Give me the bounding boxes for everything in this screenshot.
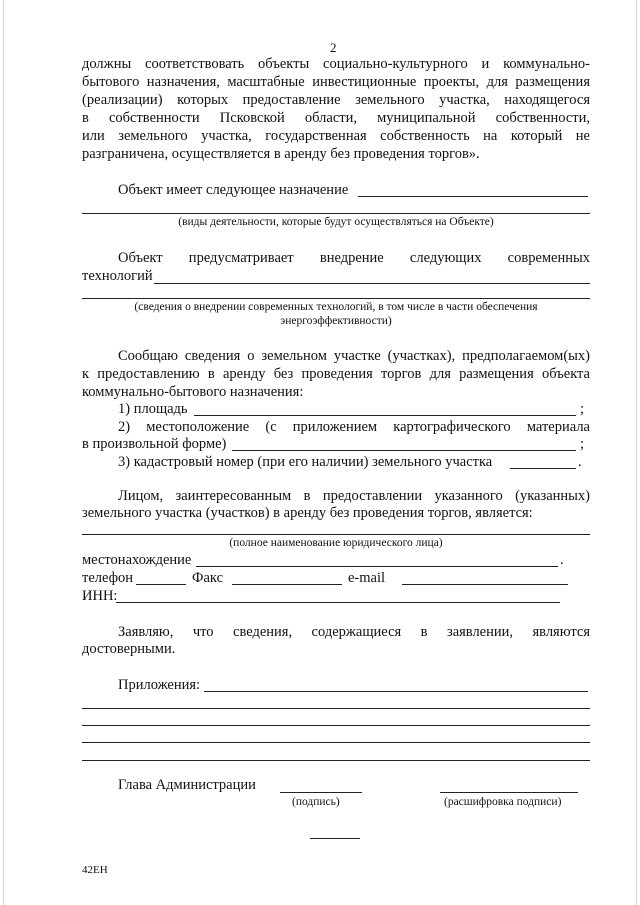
person-name-caption: (полное наименование юридического лица) xyxy=(229,537,443,549)
para1-line-3: (реализации) которых предоставление земельного участка, находящегося xyxy=(82,92,590,108)
declaration-line-2: достоверными. xyxy=(82,641,176,657)
land-line-1: Сообщаю сведения о земельном участке (участках), предполагаемом(ых) xyxy=(118,348,590,364)
tech-line-2: технологий xyxy=(82,268,153,284)
land-cadastral-field[interactable] xyxy=(510,468,576,469)
inn-field[interactable] xyxy=(116,602,560,603)
para1-line-2: бытового назначения, масштабные инвестиционные проекты, для размещения xyxy=(82,74,590,90)
attachments-field-1[interactable] xyxy=(204,691,588,692)
email-field[interactable] xyxy=(402,584,568,585)
attachments-field-2[interactable] xyxy=(82,708,590,709)
declaration-line-1: Заявляю, что сведения, содержащиеся в заявлении, являются xyxy=(118,624,590,640)
signature-decode-field[interactable] xyxy=(440,792,578,793)
attachments-field-5[interactable] xyxy=(82,760,590,761)
purpose-field[interactable] xyxy=(358,196,588,197)
purpose-caption: (виды деятельности, которые будут осуществляться на Объекте) xyxy=(178,216,494,228)
purpose-field-2[interactable] xyxy=(82,213,590,214)
land-cadastral-label: 3) кадастровый номер (при его наличии) земельного участка xyxy=(118,454,493,470)
para1-line-1: должны соответствовать объекты социально-культурного и коммунально- xyxy=(82,56,590,72)
person-line-2: земельного участка (участков) в аренду без проведения торгов, является: xyxy=(82,505,533,521)
tech-field-2[interactable] xyxy=(82,298,590,299)
attachments-field-4[interactable] xyxy=(82,742,590,743)
land-line-3: коммунально-бытового назначения: xyxy=(82,384,304,400)
page-number: 2 xyxy=(330,40,337,55)
tech-line-1: Объект предусматривает внедрение следующих современных xyxy=(118,250,590,266)
para1-line-6: разграничена, осуществляется в аренду без проведения торгов». xyxy=(82,146,480,162)
land-location-field[interactable] xyxy=(232,450,576,451)
land-location-line-2: в произвольной форме) xyxy=(82,436,227,452)
land-line-2: к предоставлению в аренду без проведения торгов для размещения объекта xyxy=(82,366,590,382)
person-line-1: Лицом, заинтересованным в предоставлении указанного (указанных) xyxy=(118,488,590,504)
person-name-field[interactable] xyxy=(82,534,590,535)
tech-caption-2: энергоэффективности) xyxy=(280,315,392,327)
scan-edge-right xyxy=(636,0,637,905)
land-cadastral-end: . xyxy=(578,454,582,470)
para1-line-4: в собственности Псковской области, муниципальной собственности, xyxy=(82,110,590,126)
inn-label: ИНН: xyxy=(82,588,118,604)
bottom-separator xyxy=(310,838,360,839)
location-field[interactable] xyxy=(196,566,558,567)
signature-title: Глава Администрации xyxy=(118,777,256,793)
attachments-field-3[interactable] xyxy=(82,725,590,726)
fax-label: Факс xyxy=(192,570,224,586)
signature-decode-caption: (расшифровка подписи) xyxy=(444,796,562,808)
footer-code: 42ЕН xyxy=(82,864,108,876)
signature-caption: (подпись) xyxy=(292,796,340,808)
fax-field[interactable] xyxy=(232,584,342,585)
tech-caption-1: (сведения о внедрении современных технологий, в том числе в части обеспечения xyxy=(134,301,538,313)
purpose-label: Объект имеет следующее назначение xyxy=(118,182,349,198)
land-location-line-1: 2) местоположение (с приложением картографического материала xyxy=(118,419,590,435)
location-end: . xyxy=(560,552,564,568)
attachments-label: Приложения: xyxy=(118,677,201,693)
tech-field[interactable] xyxy=(154,283,590,284)
para1-line-5: или земельного участка, государственная собственность на который не xyxy=(82,128,590,144)
phone-field[interactable] xyxy=(136,584,186,585)
email-label: e-mail xyxy=(348,570,386,586)
location-label: местонахождение xyxy=(82,552,192,568)
scan-edge-left xyxy=(3,0,4,905)
land-area-label: 1) площадь xyxy=(118,401,188,417)
land-area-field[interactable] xyxy=(194,415,576,416)
phone-label: телефон xyxy=(82,570,134,586)
land-area-end: ; xyxy=(580,401,585,417)
signature-field[interactable] xyxy=(280,792,362,793)
land-location-end: ; xyxy=(580,436,585,452)
